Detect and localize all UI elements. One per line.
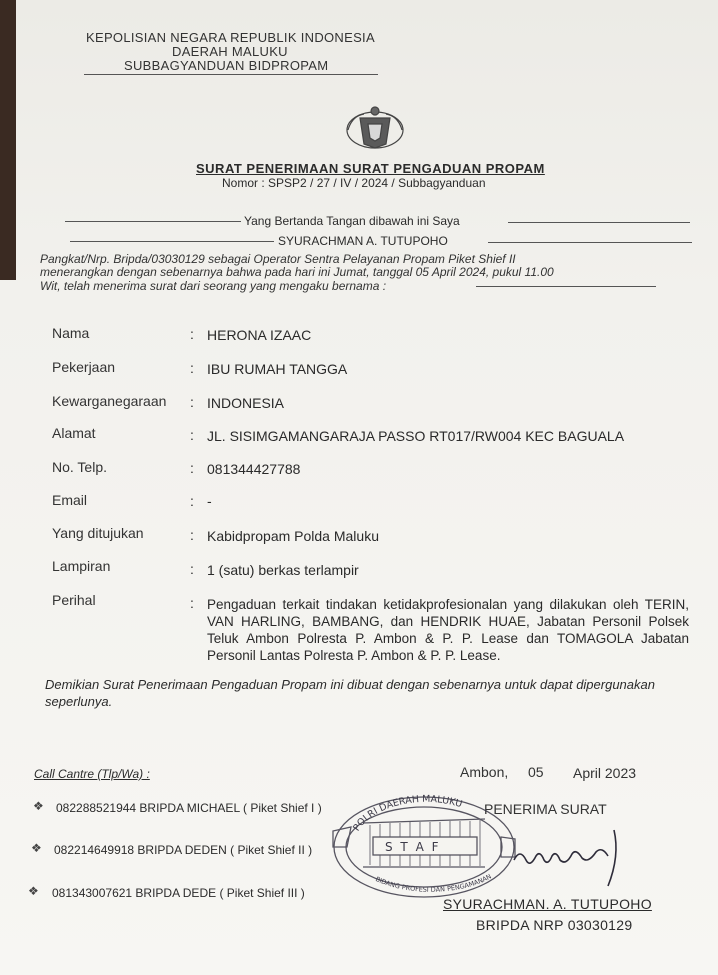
signature-month-year: April 2023: [573, 765, 637, 781]
official-stamp: [325, 787, 521, 909]
header-region: DAERAH MALUKU: [172, 44, 288, 59]
colon: :: [190, 460, 194, 476]
field-value-kewarganegaraan: INDONESIA: [207, 395, 285, 411]
document-title: SURAT PENERIMAAN SURAT PENGADUAN PROPAM: [196, 161, 545, 176]
document-number: Nomor : SPSP2 / 27 / IV / 2024 / Subbagyanduan: [222, 176, 486, 190]
field-label-kewarganegaraan: Kewarganegaraan: [52, 393, 167, 409]
signature-name: SYURACHMAN. A. TUTUPOHO: [443, 896, 652, 912]
contact-item: 082288521944 BRIPDA MICHAEL ( Piket Shief I ): [56, 801, 322, 815]
dash-line: [65, 221, 241, 222]
call-centre-heading: Call Cantre (Tlp/Wa) :: [34, 767, 150, 781]
header-underline: [84, 74, 378, 75]
intro-line-3: Wit, telah menerima surat dari seorang yang mengaku bernama :: [40, 279, 387, 293]
field-label-lampiran: Lampiran: [52, 558, 111, 574]
colon: :: [190, 326, 194, 342]
intro-line-2: menerangkan dengan sebenarnya bahwa pada hari ini Jumat, tanggal 05 April 2024, pukul 11.00: [40, 265, 554, 279]
field-value-ditujukan: Kabidpropam Polda Maluku: [207, 528, 379, 544]
bullet-icon: ❖: [33, 799, 44, 813]
stamp-top-text: POLRI DAERAH MALUKU: [351, 793, 464, 834]
field-label-telp: No. Telp.: [52, 459, 107, 475]
field-label-pekerjaan: Pekerjaan: [52, 359, 116, 375]
colon: :: [190, 360, 194, 376]
header-institution: KEPOLISIAN NEGARA REPUBLIK INDONESIA: [86, 30, 375, 45]
bullet-icon: ❖: [31, 841, 42, 855]
field-value-lampiran: 1 (satu) berkas terlampir: [207, 562, 359, 578]
signature-place: Ambon,: [460, 764, 509, 780]
colon: :: [190, 394, 194, 410]
field-value-telp: 081344427788: [207, 461, 301, 477]
stamp-middle-text: S T A F: [385, 840, 441, 854]
colon: :: [190, 595, 194, 611]
field-label-perihal: Perihal: [52, 592, 96, 608]
field-value-email: -: [207, 493, 212, 509]
header-unit: SUBBAGYANDUAN BIDPROPAM: [124, 58, 329, 73]
field-value-alamat: JL. SISIMGAMANGARAJA PASSO RT017/RW004 KEC BAGUALA: [207, 428, 625, 444]
field-label-alamat: Alamat: [52, 425, 96, 441]
field-label-nama: Nama: [52, 325, 90, 341]
contact-item: 082214649918 BRIPDA DEDEN ( Piket Shief II ): [54, 843, 313, 857]
signature-nrp: BRIPDA NRP 03030129: [476, 917, 633, 933]
colon: :: [190, 527, 194, 543]
signature-role: PENERIMA SURAT: [484, 801, 607, 817]
colon: :: [190, 493, 194, 509]
field-value-perihal: Pengaduan terkait tindakan ketidakprofesionalan yang dilakukan oleh TERIN, VAN HARLING, BAMBANG, dan HENDRIK HUAE, Jabatan Personil Polsek Teluk Ambon Polresta P. Ambon & P. P. Lease dan TOMAGOLA Jabatan Personil Lantas Polresta P. Ambon & P. P. Lease.: [207, 597, 689, 663]
signer-intro: Yang Bertanda Tangan dibawah ini Saya: [244, 214, 460, 228]
paper-edge-shadow: [0, 0, 16, 280]
dash-line: [70, 241, 274, 242]
stamp-bottom-text: BIDANG PROFESI DAN PENGAMANAN: [374, 872, 493, 894]
intro-line-1: Pangkat/Nrp. Bripda/03030129 sebagai Operator Sentra Pelayanan Propam Piket Shief II: [40, 252, 516, 266]
contact-item: 081343007621 BRIPDA DEDE ( Piket Shief III ): [52, 886, 305, 900]
bullet-icon: ❖: [28, 884, 39, 898]
dash-line: [476, 286, 656, 287]
field-value-nama: HERONA IZAAC: [207, 327, 312, 343]
dash-line: [508, 222, 690, 223]
handwritten-signature: [510, 826, 640, 892]
colon: :: [190, 427, 194, 443]
colon: :: [190, 561, 194, 577]
dash-line: [488, 242, 692, 243]
field-value-pekerjaan: IBU RUMAH TANGGA: [207, 361, 348, 377]
field-label-ditujukan: Yang ditujukan: [52, 525, 144, 541]
field-label-email: Email: [52, 492, 88, 508]
signer-name: SYURACHMAN A. TUTUPOHO: [278, 234, 448, 248]
police-emblem-icon: [342, 104, 408, 152]
closing-statement: Demikian Surat Penerimaan Pengaduan Propam ini dibuat dengan sebenarnya untuk dapat dipergunakan seperlunya.: [45, 677, 655, 709]
signature-day: 05: [528, 764, 544, 780]
